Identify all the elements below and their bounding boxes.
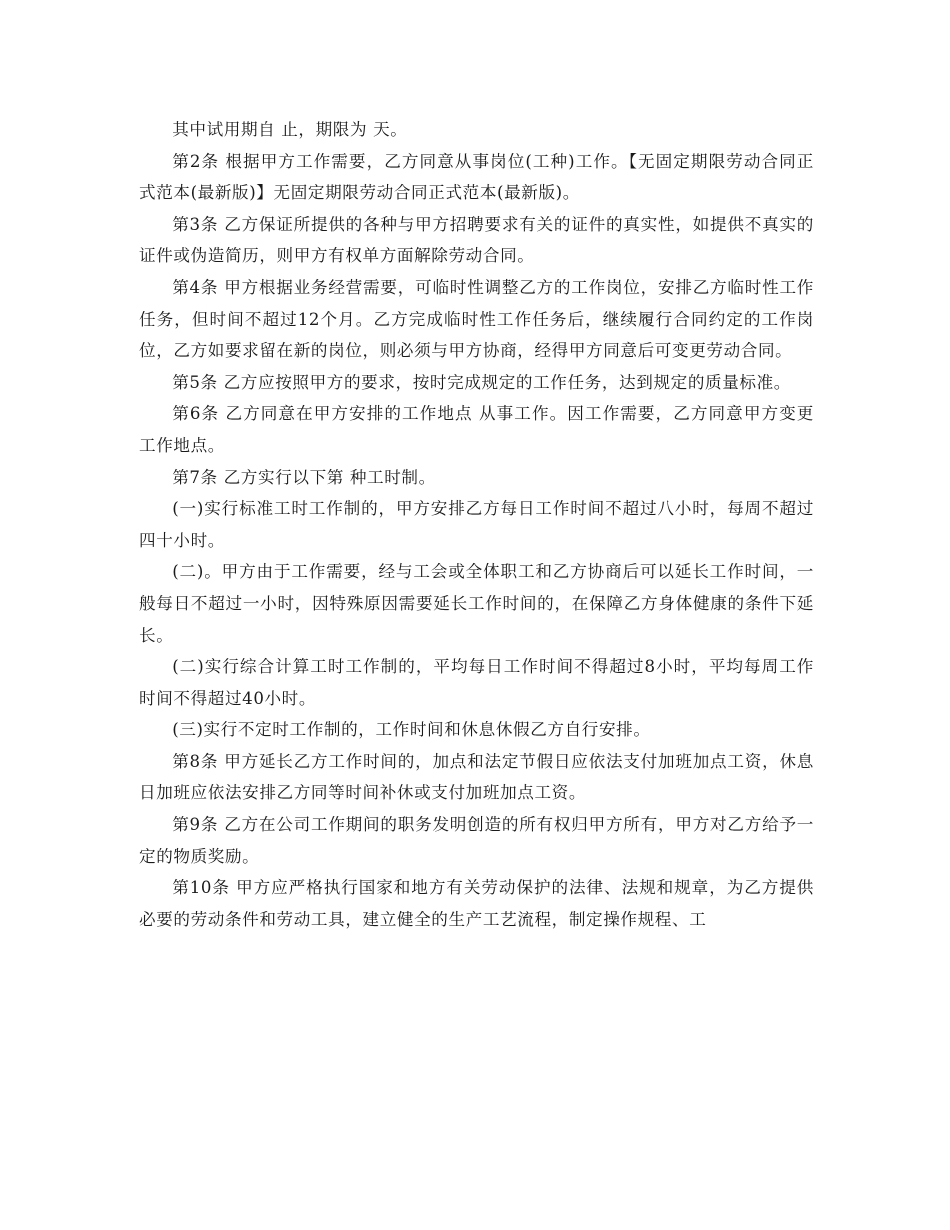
paragraph-article-7-item-3: (三)实行不定时工作制的，工作时间和休息休假乙方自行安排。 — [172, 720, 651, 740]
paragraph-article-4: 第4条 甲方根据业务经营需要，可临时性调整乙方的工作岗位，安排乙方临时性工作任务，但时间不超过12个月。乙方完成临时性工作任务后，继续履行合同约定的工作岗位，乙方如要求留在新的岗位，则必须与甲方协商，经得甲方同意后可变更劳动合同。 — [139, 277, 814, 361]
paragraph-article-6: 第6条 乙方同意在甲方安排的工作地点 从事工作。因工作需要，乙方同意甲方变更工作地点。 — [139, 404, 814, 455]
paragraph-trial-period: 其中试用期自 止，期限为 天。 — [172, 120, 408, 139]
paragraph-article-7-item-1: (一)实行标准工时工作制的，甲方安排乙方每日工作时间不超过八小时，每周不超过四十小时。 — [139, 499, 814, 550]
paragraph-article-2: 第2条 根据甲方工作需要，乙方同意从事岗位(工种)工作。【无固定期限劳动合同正式范本(最新版)】无固定期限劳动合同正式范本(最新版)。 — [139, 151, 814, 203]
document-body — [139, 114, 814, 935]
paragraph-article-5: 第5条 乙方应按照甲方的要求，按时完成规定的工作任务，达到规定的质量标准。 — [172, 372, 791, 392]
paragraph-article-9: 第9条 乙方在公司工作期间的职务发明创造的所有权归甲方所有，甲方对乙方给予一定的物质奖励。 — [139, 815, 814, 866]
paragraph-article-3: 第3条 乙方保证所提供的各种与甲方招聘要求有关的证件的真实性，如提供不真实的证件或伪造简历，则甲方有权单方面解除劳动合同。 — [139, 214, 814, 266]
paragraph-article-8: 第8条 甲方延长乙方工作时间的，加点和法定节假日应依法支付加班加点工资，休息日加班应依法安排乙方同等时间补休或支付加班加点工资。 — [139, 751, 814, 803]
paragraph-article-7-item-2: (二)实行综合计算工时工作制的，平均每日工作时间不得超过8小时，平均每周工作时间不得超过40小时。 — [139, 657, 814, 708]
paragraph-article-10: 第10条 甲方应严格执行国家和地方有关劳动保护的法律、法规和规章，为乙方提供必要的劳动条件和劳动工具，建立健全的生产工艺流程，制定操作规程、工 — [139, 878, 814, 929]
paragraph-article-7-item-1b: (二)。甲方由于工作需要，经与工会或全体职工和乙方协商后可以延长工作时间，一般每日不超过一小时，因特殊原因需要延长工作时间的，在保障乙方身体健康的条件下延长。 — [139, 562, 814, 645]
paragraph-article-7: 第7条 乙方实行以下第 种工时制。 — [172, 467, 436, 487]
